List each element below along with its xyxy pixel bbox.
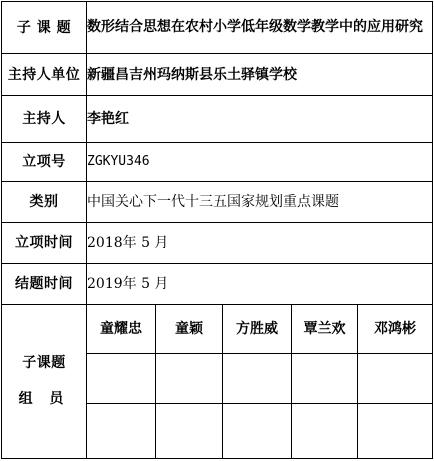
row-category: [2, 182, 433, 223]
category-label: 类别: [2, 182, 87, 223]
blank-cell: [87, 403, 156, 458]
blank-cell: [223, 403, 292, 458]
member-name: 覃兰欢: [292, 304, 358, 353]
row-host-unit: [2, 54, 433, 96]
row-project-no: [2, 143, 433, 182]
members-label-line1: 子课题: [22, 355, 66, 372]
title-value-cell: [87, 2, 433, 54]
host-unit-label: 主持人单位: [2, 54, 87, 96]
blank-cell: [292, 353, 358, 403]
title-label: 子 课 题: [2, 2, 87, 54]
blank-cell: [87, 353, 156, 403]
host-value: 李艳红: [87, 96, 433, 143]
start-label: 立项时间: [2, 223, 87, 263]
blank-cell: [223, 353, 292, 403]
project-no-label: 立项号: [2, 143, 87, 182]
member-name: 童耀忠: [87, 304, 156, 353]
row-start-date: [2, 223, 433, 263]
host-unit-value: 新疆昌吉州玛纳斯县乐土驿镇学校: [87, 54, 433, 96]
project-info-table: [1, 1, 433, 459]
row-host: [2, 96, 433, 143]
title-value: 数形结合思想在农村小学低年级数学教学中的应用研究: [87, 19, 423, 36]
blank-cell: [292, 403, 358, 458]
end-label: 结题时间: [2, 263, 87, 304]
row-members-names: [2, 304, 433, 353]
members-label: [2, 304, 87, 458]
row-title: [2, 2, 433, 54]
blank-cell: [358, 353, 433, 403]
host-label: 主持人: [2, 96, 87, 143]
row-end-date: [2, 263, 433, 304]
start-value: 2018年 5 月: [87, 223, 433, 263]
member-name: 邓鸿彬: [358, 304, 433, 353]
blank-cell: [156, 403, 223, 458]
end-value: 2019年 5 月: [87, 263, 433, 304]
category-value: 中国关心下一代十三五国家规划重点课题: [87, 182, 433, 223]
member-name: 方胜威: [223, 304, 292, 353]
blank-cell: [358, 403, 433, 458]
blank-cell: [156, 353, 223, 403]
members-label-line2: 组 员: [18, 391, 70, 408]
member-name: 童颖: [156, 304, 223, 353]
project-no-value: ZGKYU346: [87, 143, 433, 182]
